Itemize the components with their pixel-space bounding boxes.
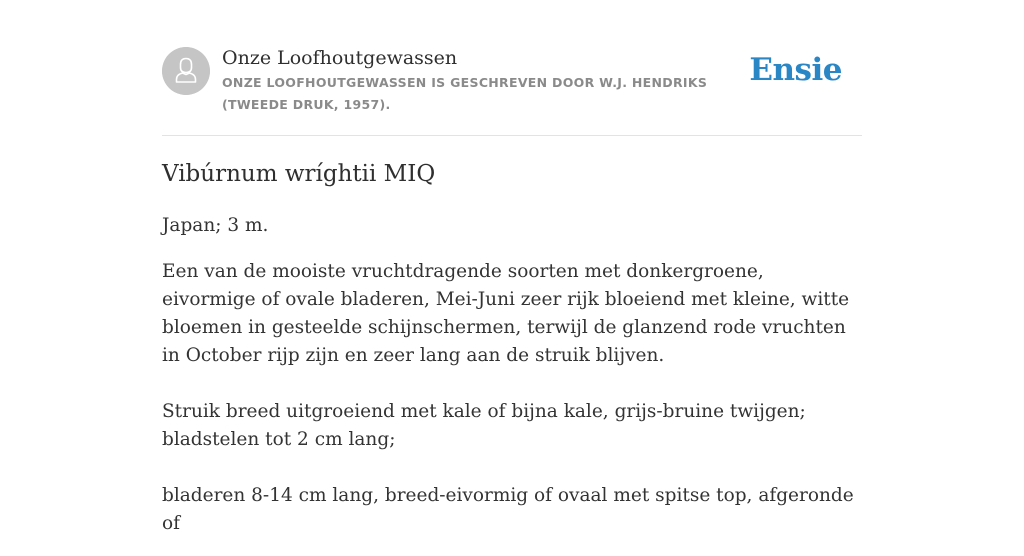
book-description: ONZE LOOFHOUTGEWASSEN IS GESCHREVEN DOOR W.J. HENDRIKS (TWEEDE DRUK, 1957).: [222, 75, 708, 112]
entry-paragraph: Japan; 3 m.: [162, 215, 269, 236]
ensie-logo-link[interactable]: Ensie: [749, 52, 842, 88]
user-icon[interactable]: [162, 47, 210, 95]
header-divider: [162, 135, 862, 136]
entry-content: [162, 212, 862, 556]
book-title[interactable]: Onze Loofhoutgewassen: [222, 47, 458, 69]
entry-paragraph: Struik breed uitgroeiend met kale of bijna kale, grijs-bruine twijgen; bladstelen tot 2 cm lang;: [162, 401, 806, 450]
entry-paragraph: Een van de mooiste vruchtdragende soorten met donkergroene, eivormige of ovale bladeren, Mei-Juni zeer rijk bloeiend met kleine, witte bloemen in gesteelde schijnschermen, terwijl de glanzend rode vruchten in October rijp zijn en zeer lang aan de struik blijven.: [162, 261, 850, 366]
entry-paragraph: bladeren 8-14 cm lang, breed-eivormig of ovaal met spitse top, afgeronde of: [162, 485, 854, 534]
entry-title: Vibúrnum wríghtii MIQ: [162, 161, 436, 187]
book-header: [162, 46, 862, 116]
